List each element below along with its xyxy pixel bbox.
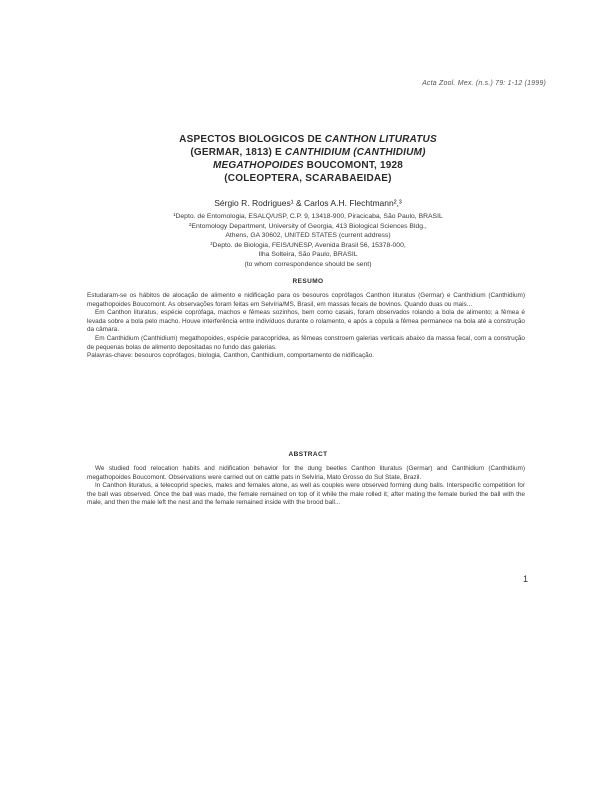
resumo-heading: RESUMO: [292, 278, 324, 285]
article-title: [92, 133, 524, 185]
affiliation-line: Athens, GA 30602, UNITED STATES (current address): [225, 232, 391, 240]
affiliations: [100, 212, 516, 270]
resumo-paragraph: Estudaram-se os hábitos de alocação de alimento e nidificação para os besouros coprófagos Canthon lituratus (Germar) e Canthidium (Canthidium) megathopoides Boucomont. As observações foram feitas em Selvíria/MS, Brasil, em massas fecais de bovinos. Quando duas ou mais...: [87, 292, 525, 308]
abstract-paragraph: We studied food relocation habits and nidification behavior for the dung beetles Canthon lituratus (Germar) and Canthidium (Canthidium) megathopoides Boucomont. Observations were carried out on cattle pats in Selvíria, Mato Grosso do Sul State, Brazil.: [87, 465, 525, 481]
affiliation-line: ³Depto. de Biologia, FEIS/UNESP, Avenida Brasil 56, 15378-000,: [210, 241, 406, 249]
resumo-paragraph: Em Canthon lituratus, espécie coprófaga, machos e fêmeas sozinhos, bem como casais, foram observados rolando a bola de alimento; a fêmea é levada sobre a bola pelo macho. Houve interferência entre indivíduos durante o rolamento, e após a cópula a fêmea permanece na bola até a construção da câmara.: [87, 309, 525, 334]
title-text: ASPECTOS BIOLOGICOS DE: [179, 134, 325, 145]
resumo-paragraph: Em Canthidium (Canthidium) megathopoides, espécie paracoprídea, as fêmeas constroem galerias verticais abaixo da massa fecal, com a construção de pequenas bolas de alimento depositadas no fundo das galerias.: [87, 334, 525, 351]
title-species: MEGATHOPOIDES: [212, 160, 304, 171]
title-line-2: [92, 146, 524, 159]
abstract-body: [87, 465, 525, 565]
affiliation-line: ²Entomology Department, University of Georgia, 413 Biological Sciences Bldg.,: [189, 222, 427, 230]
title-species: CANTHON LITURATUS: [324, 134, 437, 145]
affiliation-line: (to whom correspondence should be sent): [244, 260, 372, 268]
title-line-4: (COLEOPTERA, SCARABAEIDAE): [224, 173, 392, 184]
abstract-paragraph: In Canthon lituratus, a telecoprid species, males and females alone, as well as couples were observed forming dung balls. Interspecific competition for the ball was observed. Once the ball was made, the female remained on top of it while the male rolled it; after mating the female buried the ball with the male, and then the male left the nest and the female remained inside with the brood ball...: [87, 482, 525, 507]
author-list: Sérgio R. Rodrigues¹ & Carlos A.H. Flechtmann²,³: [214, 198, 402, 208]
journal-citation: Acta Zool. Mex. (n.s.) 79: 1-12 (1999): [422, 80, 546, 87]
title-species: CANTHIDIUM (CANTHIDIUM): [284, 147, 426, 158]
title-text: BOUCOMONT, 1928: [303, 160, 404, 171]
affiliation-line: ¹Depto. de Entomologia, ESALQ/USP, C.P. 9, 13418-900, Piracicaba, São Paulo, BRASIL: [173, 213, 443, 220]
title-text: (GERMAR, 1813) E: [190, 147, 285, 158]
title-line-3: [92, 159, 524, 172]
resumo-keywords: Palavras-chave: besouros coprófagos, biologia, Canthon, Canthidium, comportamento de nidificação.: [87, 352, 375, 360]
page-number: 1: [522, 574, 528, 584]
abstract-heading: ABSTRACT: [288, 451, 328, 458]
affiliation-line: Ilha Solteira, São Paulo, BRASIL: [258, 251, 358, 259]
resumo-body: [87, 292, 525, 444]
title-line-1: [92, 133, 524, 146]
